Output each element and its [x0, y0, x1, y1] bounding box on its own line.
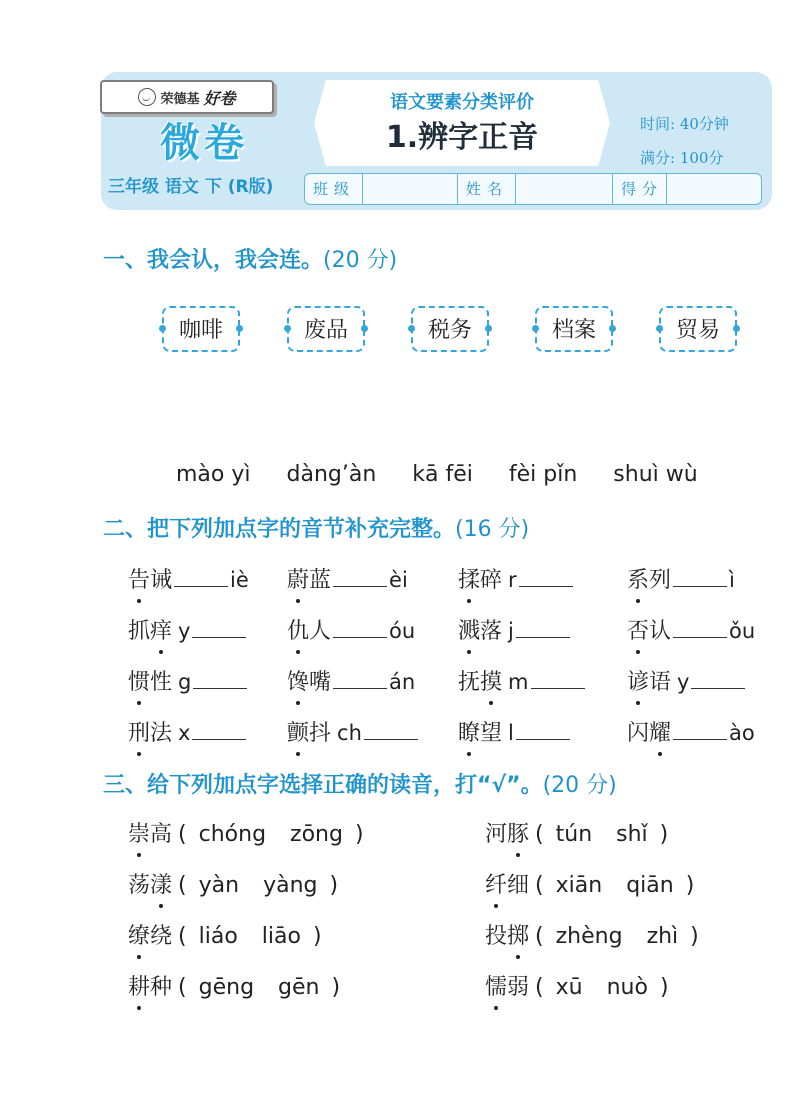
reading-options — [535, 822, 668, 847]
full-score: 满分: 100分 — [640, 149, 724, 167]
answer-blank[interactable] — [516, 717, 570, 740]
hanzi: 细 — [507, 873, 530, 898]
reading-options — [178, 975, 340, 1000]
pinyin-suffix: èi — [389, 568, 408, 592]
paren-close: ) — [331, 975, 341, 1000]
pinyin-prefix: x — [178, 721, 191, 745]
answer-blank[interactable] — [333, 666, 387, 689]
fill-item — [627, 665, 747, 699]
score-label: 得分 — [613, 174, 667, 204]
name-label: 姓名 — [458, 174, 516, 204]
reading-option[interactable]: gēn — [278, 975, 320, 1000]
paren-close: ) — [685, 873, 695, 898]
answer-blank[interactable] — [333, 615, 387, 638]
hanzi: 崇 — [128, 818, 150, 852]
hanzi: 种 — [150, 975, 173, 1000]
hanzi: 语 — [649, 670, 672, 695]
hanzi: 抓 — [128, 619, 151, 644]
hanzi: 漾 — [150, 869, 172, 903]
answer-blank[interactable] — [673, 564, 727, 587]
section2-title-text: 二、把下列加点字的音节补充完整。 — [103, 517, 456, 542]
fill-item — [627, 716, 755, 750]
paren-close: ) — [354, 822, 364, 847]
fill-item — [627, 563, 735, 597]
brand-name: 荣德基 — [160, 91, 200, 107]
pinyin-item[interactable]: fèi pǐn — [508, 462, 578, 487]
reading-option[interactable]: liáo — [198, 924, 238, 949]
pinyin-row — [176, 462, 698, 487]
reading-options — [178, 873, 338, 898]
answer-blank[interactable] — [193, 666, 247, 689]
paren-open: ( — [535, 822, 544, 847]
reading-option[interactable]: xū — [555, 975, 583, 1000]
fill-item — [458, 716, 572, 750]
reading-option[interactable]: gēng — [198, 975, 255, 1000]
answer-blank[interactable] — [516, 615, 570, 638]
section1-title — [103, 243, 397, 274]
hanzi: 蔚 — [287, 564, 309, 598]
reading-options — [535, 975, 669, 1000]
pinyin-prefix: g — [178, 670, 192, 694]
reading-option[interactable]: shǐ — [616, 822, 648, 847]
hanzi: 列 — [649, 568, 672, 593]
hanzi: 豚 — [507, 818, 529, 852]
section1-title-text: 一、我会认，我会连。 — [103, 248, 324, 273]
series-title: 微卷 — [160, 120, 248, 166]
choice-item — [128, 971, 340, 1005]
reading-options — [178, 924, 322, 949]
pinyin-prefix: j — [508, 619, 514, 643]
reading-option[interactable]: zōng — [290, 822, 343, 847]
fill-item — [128, 563, 249, 597]
fill-item — [287, 563, 408, 597]
fill-item — [128, 665, 249, 699]
hanzi: 弱 — [507, 975, 530, 1000]
paren-open: ( — [535, 924, 544, 949]
pinyin-item[interactable]: shuì wù — [613, 462, 698, 487]
word-box[interactable]: 税务 — [411, 306, 489, 352]
class-label: 班级 — [305, 174, 363, 204]
hanzi: 落 — [480, 619, 503, 644]
hanzi: 仇 — [287, 615, 309, 649]
hanzi: 闪 — [627, 721, 650, 746]
answer-blank[interactable] — [531, 666, 585, 689]
choice-item — [485, 869, 694, 903]
pinyin-suffix: óu — [389, 619, 416, 643]
pinyin-item[interactable]: kā fēi — [412, 462, 473, 487]
section3-title-text: 三、给下列加点字选择正确的读音，打“√”。 — [103, 773, 543, 798]
reading-options — [535, 924, 699, 949]
hanzi: 法 — [150, 721, 173, 746]
pinyin-prefix: ch — [337, 721, 362, 745]
subtitle: 语文要素分类评价 — [390, 92, 534, 113]
paren-open: ( — [178, 873, 187, 898]
hanzi: 系 — [627, 564, 649, 598]
paren-close: ) — [659, 822, 669, 847]
hanzi: 人 — [309, 619, 332, 644]
hanzi: 耀 — [649, 717, 671, 751]
reading-option[interactable]: nuò — [606, 975, 648, 1000]
hanzi: 惯 — [128, 666, 150, 700]
hanzi: 望 — [480, 721, 503, 746]
answer-blank[interactable] — [691, 666, 745, 689]
answer-blank[interactable] — [519, 564, 573, 587]
brand-sub: 好卷 — [203, 88, 236, 108]
hanzi: 耕 — [128, 971, 150, 1005]
name-field[interactable] — [516, 174, 613, 204]
hanzi: 摸 — [480, 666, 502, 700]
hanzi: 抖 — [309, 721, 332, 746]
reading-option[interactable]: zhì — [646, 924, 679, 949]
hanzi: 谚 — [627, 666, 649, 700]
paren-open: ( — [178, 924, 187, 949]
hanzi: 嘴 — [309, 670, 332, 695]
section1-points: (20 分) — [323, 248, 398, 273]
answer-blank[interactable] — [364, 717, 418, 740]
paren-close: ) — [329, 873, 339, 898]
fill-item — [128, 614, 248, 648]
hanzi: 颤 — [287, 717, 309, 751]
reading-option[interactable]: yàn — [198, 873, 240, 898]
paren-close: ) — [690, 924, 699, 949]
grade-label: 三年级 语文 下 (R版) — [108, 177, 274, 197]
reading-option[interactable]: zhèng — [555, 924, 623, 949]
page-title: 1.辨字正音 — [385, 120, 539, 155]
hanzi: 投 — [485, 924, 508, 949]
answer-blank[interactable] — [333, 564, 387, 587]
pinyin-suffix: án — [389, 670, 416, 694]
fill-item — [458, 563, 575, 597]
hanzi: 高 — [150, 822, 173, 847]
paren-close: ) — [312, 924, 322, 949]
fill-item — [287, 665, 415, 699]
fill-item — [128, 716, 248, 750]
section3-title — [103, 768, 617, 799]
word-box[interactable]: 档案 — [535, 306, 613, 352]
word-box[interactable]: 咖啡 — [162, 306, 240, 352]
answer-blank[interactable] — [673, 717, 727, 740]
choice-item — [485, 818, 668, 852]
pinyin-suffix: ào — [729, 721, 755, 745]
reading-options — [535, 873, 694, 898]
word-box[interactable]: 贸易 — [659, 306, 737, 352]
hanzi: 瞭 — [458, 717, 480, 751]
score-field[interactable] — [667, 174, 761, 204]
brand-logo — [100, 80, 274, 114]
pinyin-item[interactable]: mào yì — [176, 462, 251, 487]
paren-open: ( — [178, 822, 187, 847]
time-limit: 时间: 40分钟 — [640, 115, 729, 133]
fill-item — [458, 614, 572, 648]
answer-blank[interactable] — [192, 717, 246, 740]
hanzi: 诫 — [150, 568, 173, 593]
pinyin-suffix: ǒu — [729, 619, 756, 643]
hanzi: 蓝 — [309, 568, 332, 593]
hanzi: 缭 — [128, 920, 150, 954]
reading-option[interactable]: yàng — [263, 873, 318, 898]
hanzi: 河 — [485, 822, 508, 847]
reading-options — [178, 822, 364, 847]
hanzi: 性 — [150, 670, 173, 695]
hanzi: 荡 — [128, 873, 151, 898]
fill-item — [287, 614, 415, 648]
pinyin-suffix: ì — [729, 568, 735, 592]
answer-blank[interactable] — [673, 615, 727, 638]
pinyin-suffix: iè — [230, 568, 249, 592]
pinyin-prefix: y — [178, 619, 191, 643]
section3-points: (20 分) — [542, 773, 617, 798]
reading-option[interactable]: qiān — [626, 873, 674, 898]
answer-blank[interactable] — [192, 615, 246, 638]
hanzi: 揉 — [458, 564, 480, 598]
hanzi: 掷 — [507, 920, 529, 954]
hanzi: 告 — [128, 564, 150, 598]
hanzi: 抚 — [458, 670, 481, 695]
hanzi: 纤 — [485, 869, 507, 903]
section2-title — [103, 512, 529, 543]
answer-blank[interactable] — [174, 564, 228, 587]
pinyin-prefix: y — [677, 670, 690, 694]
hanzi: 馋 — [287, 666, 309, 700]
fill-item — [287, 716, 420, 750]
paren-open: ( — [178, 975, 187, 1000]
choice-item — [128, 920, 322, 954]
hanzi: 刑 — [128, 717, 150, 751]
choice-item — [485, 971, 669, 1005]
pinyin-prefix: r — [508, 568, 517, 592]
word-box[interactable]: 废品 — [287, 306, 365, 352]
paren-open: ( — [535, 975, 544, 1000]
class-field[interactable] — [363, 174, 458, 204]
hanzi: 碎 — [480, 568, 503, 593]
hanzi: 认 — [649, 619, 672, 644]
pinyin-item[interactable]: dàng’àn — [286, 462, 377, 487]
fill-item — [458, 665, 587, 699]
hanzi: 绕 — [150, 924, 173, 949]
choice-item — [128, 818, 364, 852]
paren-close: ) — [659, 975, 669, 1000]
pinyin-prefix: l — [508, 721, 514, 745]
student-info-row — [304, 173, 762, 205]
choice-item — [128, 869, 338, 903]
hanzi: 否 — [627, 615, 649, 649]
reading-option[interactable]: liāo — [261, 924, 301, 949]
reading-option[interactable]: xiān — [555, 873, 603, 898]
reading-option[interactable]: chóng — [198, 822, 267, 847]
reading-option[interactable]: tún — [555, 822, 593, 847]
section2-points: (16 分) — [455, 517, 530, 542]
hanzi: 懦 — [485, 971, 507, 1005]
pinyin-prefix: m — [508, 670, 529, 694]
face-icon — [138, 88, 156, 106]
paren-open: ( — [535, 873, 544, 898]
hanzi: 痒 — [150, 615, 172, 649]
hanzi: 溅 — [458, 615, 480, 649]
choice-item — [485, 920, 699, 954]
fill-item — [627, 614, 755, 648]
